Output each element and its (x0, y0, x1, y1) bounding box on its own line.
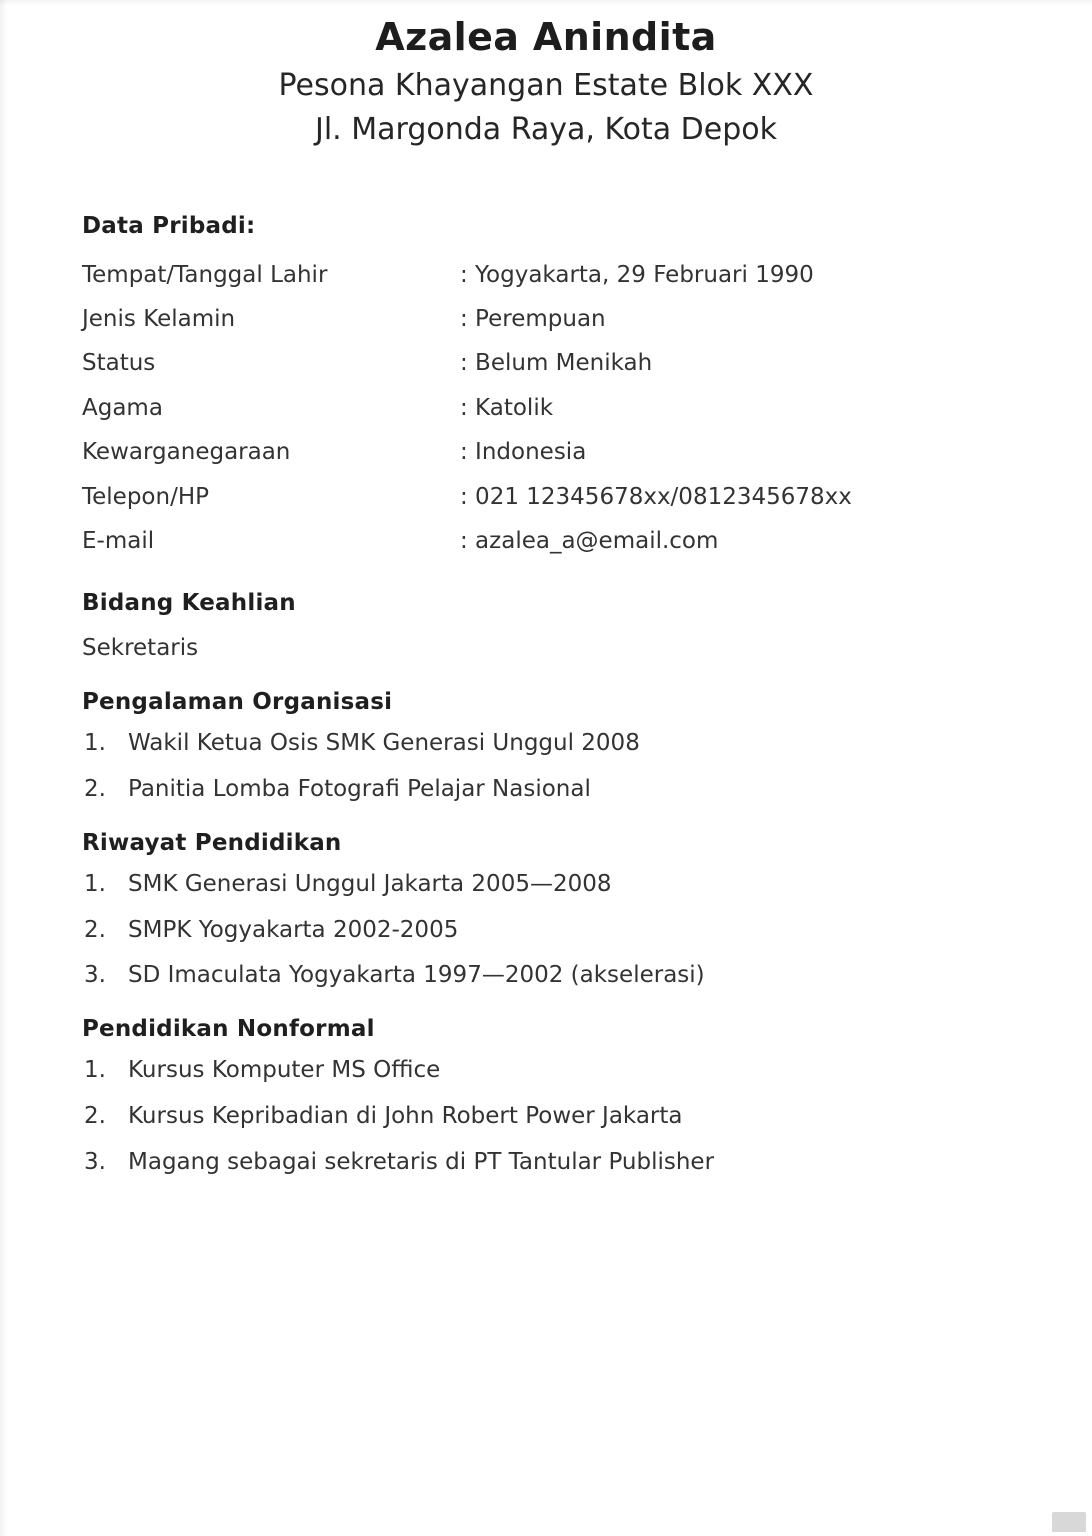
nonformal-education-list (82, 1056, 1032, 1176)
section-education (82, 830, 1032, 990)
cv-body (0, 213, 1092, 1177)
list-item-number: 1. (84, 1057, 106, 1084)
section-title-education: Riwayat Pendidikan (82, 829, 342, 856)
list-item-label: Kursus Komputer MS Office (128, 1057, 441, 1084)
section-title-personal-data: Data Pribadi: (82, 212, 256, 239)
table-row (82, 297, 1032, 341)
page-edge-shadow-left (0, 0, 7, 1536)
personal-data-value: : 021 12345678xx/0812345678xx (460, 483, 852, 510)
personal-data-label: Telepon/HP (82, 483, 209, 510)
list-item-label: SMK Generasi Unggul Jakarta 2005—2008 (128, 870, 612, 897)
list-item-label: SMPK Yogyakarta 2002-2005 (128, 916, 459, 943)
personal-data-label: Agama (82, 394, 163, 421)
list-item (82, 916, 1032, 945)
organization-list (82, 729, 1032, 804)
personal-data-label: Status (82, 350, 156, 377)
page-edge-shadow-top (0, 0, 1092, 5)
expertise-value: Sekretaris (82, 634, 199, 661)
personal-data-label: E-mail (82, 528, 155, 555)
list-item-number: 2. (84, 916, 106, 943)
personal-data-value: : Katolik (460, 394, 554, 421)
table-row (82, 253, 1032, 297)
personal-data-table (82, 253, 1032, 564)
address-line-1: Pesona Khayangan Estate Blok XXX (278, 67, 814, 103)
personal-data-value: : Yogyakarta, 29 Februari 1990 (460, 261, 814, 288)
list-item (82, 870, 1032, 899)
list-item (82, 1056, 1032, 1085)
personal-data-value: : Belum Menikah (460, 350, 653, 377)
section-organization (82, 689, 1032, 804)
list-item (82, 775, 1032, 804)
personal-data-label: Tempat/Tanggal Lahir (82, 261, 328, 288)
section-personal-data (82, 213, 1032, 564)
section-nonformal-education (82, 1016, 1032, 1176)
section-title-expertise: Bidang Keahlian (82, 589, 296, 616)
list-item-label: Wakil Ketua Osis SMK Generasi Unggul 2008 (128, 730, 640, 757)
table-row (82, 519, 1032, 563)
education-list (82, 870, 1032, 990)
table-row (82, 430, 1032, 474)
list-item-number: 3. (84, 1148, 106, 1175)
personal-data-label: Jenis Kelamin (82, 305, 236, 332)
list-item-label: SD Imaculata Yogyakarta 1997—2002 (akselerasi) (128, 962, 705, 989)
list-item (82, 729, 1032, 758)
page-title: Azalea Anindita (375, 15, 717, 59)
list-item (82, 1102, 1032, 1131)
list-item (82, 1148, 1032, 1177)
section-title-organization: Pengalaman Organisasi (82, 689, 393, 716)
list-item (82, 961, 1032, 990)
table-row (82, 341, 1032, 385)
page-corner-artifact (1052, 1512, 1086, 1532)
list-item-number: 1. (84, 730, 106, 757)
personal-data-value: : Perempuan (460, 305, 606, 332)
list-item-number: 1. (84, 870, 106, 897)
list-item-number: 3. (84, 962, 106, 989)
personal-data-value: : azalea_a@email.com (460, 528, 719, 555)
list-item-label: Kursus Kepribadian di John Robert Power Jakarta (128, 1102, 683, 1129)
list-item-number: 2. (84, 776, 106, 803)
personal-data-value: : Indonesia (460, 439, 587, 466)
address-line-2: Jl. Margonda Raya, Kota Depok (314, 112, 778, 147)
list-item-number: 2. (84, 1102, 106, 1129)
section-title-nonformal-education: Pendidikan Nonformal (82, 1016, 375, 1043)
list-item-label: Magang sebagai sekretaris di PT Tantular Publisher (128, 1148, 715, 1175)
cv-header (0, 0, 1092, 151)
table-row (82, 475, 1032, 519)
section-expertise (82, 590, 1032, 664)
list-item-label: Panitia Lomba Fotografi Pelajar Nasional (128, 776, 591, 803)
personal-data-label: Kewarganegaraan (82, 439, 291, 466)
table-row (82, 386, 1032, 430)
